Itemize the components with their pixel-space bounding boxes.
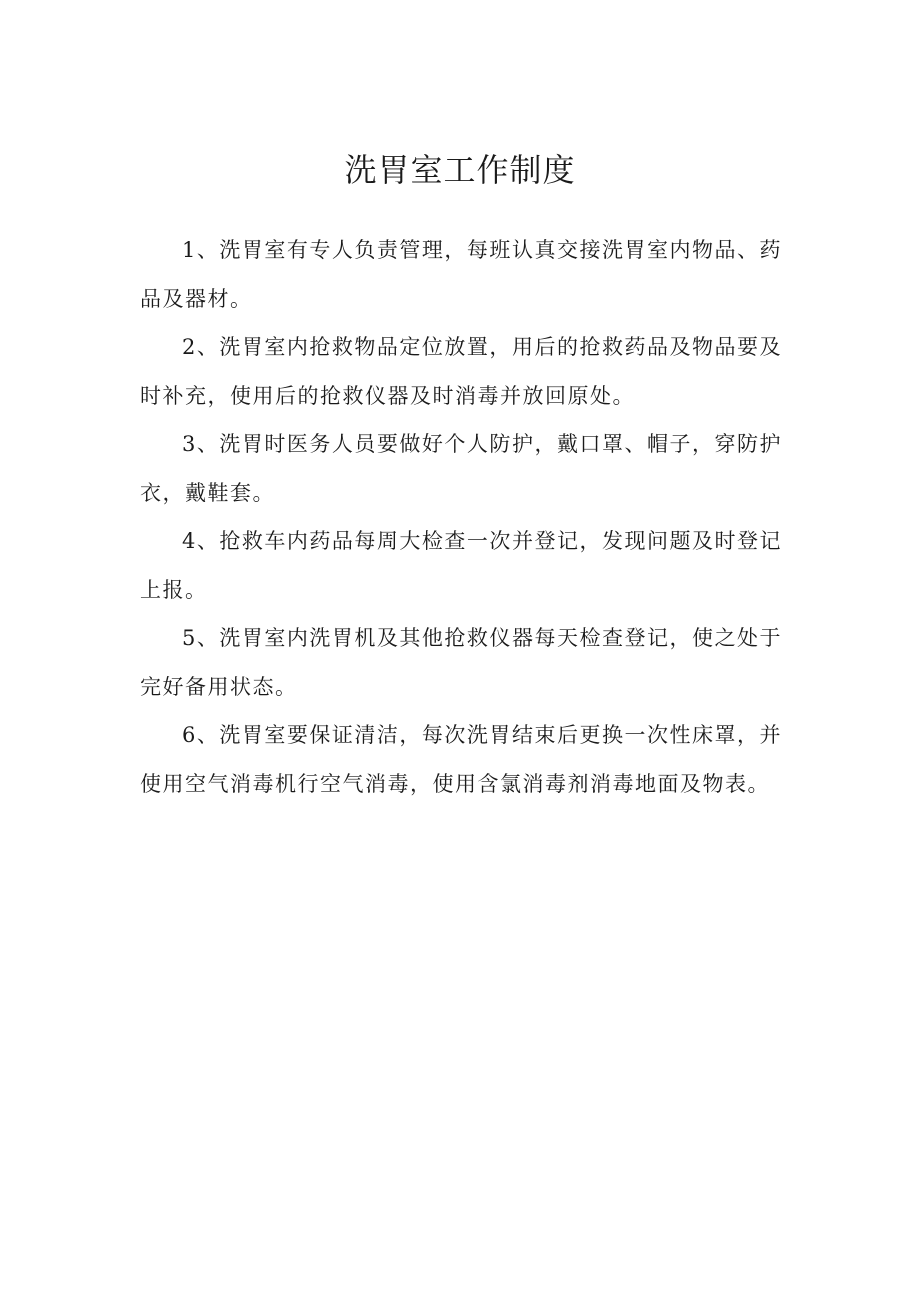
document-title: 洗胃室工作制度 bbox=[344, 151, 576, 189]
rule-paragraph-5: 5、洗胃室内洗胃机及其他抢救仪器每天检查登记，使之处于完好备用状态。 bbox=[140, 626, 782, 699]
rule-paragraph-4: 4、抢救车内药品每周大检查一次并登记，发现问题及时登记上报。 bbox=[140, 529, 782, 602]
document-body bbox=[140, 226, 782, 808]
rule-paragraph-6: 6、洗胃室要保证清洁，每次洗胃结束后更换一次性床罩，并使用空气消毒机行空气消毒，使用含氯消毒剂消毒地面及物表。 bbox=[140, 723, 782, 796]
rule-paragraph-3: 3、洗胃时医务人员要做好个人防护，戴口罩、帽子，穿防护衣，戴鞋套。 bbox=[140, 432, 782, 505]
rule-paragraph-2: 2、洗胃室内抢救物品定位放置，用后的抢救药品及物品要及时补充，使用后的抢救仪器及时消毒并放回原处。 bbox=[140, 335, 782, 408]
rule-paragraph-1: 1、洗胃室有专人负责管理，每班认真交接洗胃室内物品、药品及器材。 bbox=[140, 238, 782, 311]
